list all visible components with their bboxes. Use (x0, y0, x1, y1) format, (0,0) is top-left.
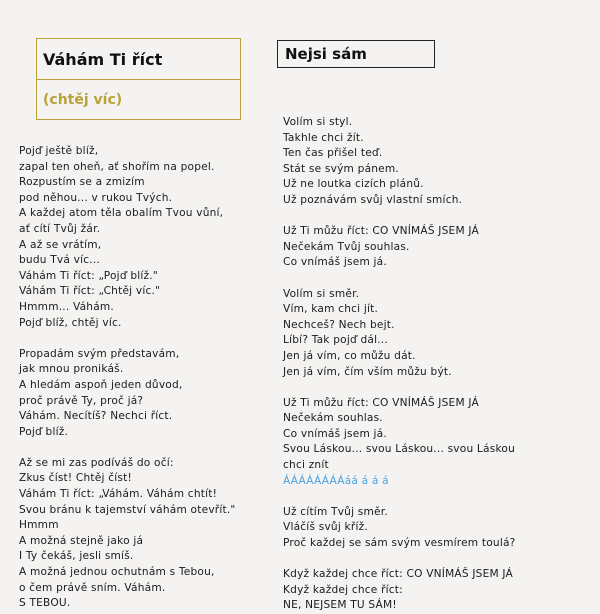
right-lyrics-column (283, 115, 516, 614)
lyric-line: Zkus číst! Chtěj číst! (19, 472, 132, 485)
lyric-line: Jen já vím, čím vším můžu být. (283, 365, 452, 378)
lyric-line: Líbí? Tak pojď dál... (283, 334, 388, 347)
lyric-line: Váhám. Necítíš? Nechci říct. (19, 410, 173, 423)
lyric-line: A možná jednou ochutnám s Tebou, (19, 566, 215, 579)
lyric-line: Ten čas přišel teď. (283, 147, 383, 160)
stanza-gap (19, 331, 235, 347)
stanza-gap (19, 440, 235, 456)
lyric-line: Už poznávám svůj vlastní smích. (283, 193, 463, 206)
lyric-line: Vím, kam chci jít. (283, 303, 379, 316)
lyric-line: Hmmm... Váhám. (19, 300, 115, 313)
left-title-box (36, 38, 241, 120)
left-title-row (37, 39, 240, 79)
lyric-line: Když každej chce říct: CO VNÍMÁŠ JSEM JÁ (283, 568, 513, 581)
right-song-title: Nejsi sám (277, 40, 435, 68)
left-song-subtitle: (chtěj víc) (43, 91, 123, 108)
lyric-line: chci znít (283, 459, 329, 472)
lyric-line: Vláčíš svůj kříž. (283, 521, 368, 534)
lyric-line: Svou bránu k tajemství váhám otevřít." (19, 503, 236, 516)
lyric-line: A až se vrátím, (19, 238, 102, 251)
lyric-line: Nečekám souhlas. (283, 412, 383, 425)
lyric-line: Takhle chci žít. (283, 131, 364, 144)
lyric-line: pod něhou... v rukou Tvých. (19, 191, 173, 204)
lyric-line: Už cítím Tvůj směr. (283, 505, 388, 518)
lyric-line: Jen já vím, co můžu dát. (283, 349, 416, 362)
lyric-line: Co vnímáš jsem já. (283, 256, 387, 269)
lyric-line: Váhám Ti říct: „Váhám. Váhám chtít! (19, 488, 218, 501)
lyric-line: Svou Láskou... svou Láskou... svou Láskou (283, 443, 515, 456)
lyric-line: A hledám aspoň jeden důvod, (19, 378, 183, 391)
stanza-gap (283, 380, 516, 396)
lyric-line: Pojď blíž. (19, 425, 69, 438)
stanza-gap (283, 271, 516, 287)
lyric-line: zapal ten oheň, ať shořím na popel. (19, 160, 215, 173)
left-lyrics-column (19, 144, 235, 612)
lyric-line: Rozpustím se a zmizím (19, 176, 145, 189)
lyric-line: Váhám Ti říct: „Chtěj víc." (19, 285, 161, 298)
lyric-line: Co vnímáš jsem já. (283, 427, 387, 440)
lyric-line: Pojď ještě blíž, (19, 145, 99, 157)
lyric-line: Pojď blíž, chtěj víc. (19, 316, 122, 329)
lyric-line: Už ne loutka cizích plánů. (283, 178, 424, 191)
left-song-title: Váhám Ti říct (43, 49, 163, 69)
lyric-line: Volím si směr. (283, 287, 360, 300)
lyric-line: ÁÁÁÁÁÁÁÁáá á á á (283, 474, 389, 487)
lyric-line: Už Ti můžu říct: CO VNÍMÁŠ JSEM JÁ (283, 225, 479, 238)
stanza-gap (283, 489, 516, 505)
lyric-line: budu Tvá víc... (19, 254, 100, 267)
lyric-line: Hmmm (19, 519, 59, 532)
lyric-line: jak mnou pronikáš. (19, 363, 124, 376)
stanza-gap (283, 552, 516, 568)
lyric-line: A každej atom těla obalím Tvou vůní, (19, 207, 224, 220)
left-subtitle-row (37, 79, 240, 119)
lyric-line: Váhám Ti říct: „Pojď blíž." (19, 269, 158, 282)
lyric-line: S TEBOU. (19, 597, 71, 610)
lyric-line: I Ty čekáš, jesli smíš. (19, 550, 134, 563)
lyric-line: proč právě Ty, proč já? (19, 394, 144, 407)
lyric-line: o čem právě sním. Váhám. (19, 581, 166, 594)
lyric-line: Nechceš? Nech bejt. (283, 318, 395, 331)
stanza-gap (283, 209, 516, 225)
lyric-line: ať cítí Tvůj žár. (19, 222, 101, 235)
lyric-line: Nečekám Tvůj souhlas. (283, 240, 410, 253)
lyric-line: Když každej chce říct: (283, 583, 403, 596)
lyric-line: Až se mi zas podíváš do očí: (19, 456, 174, 469)
lyric-line: Už Ti můžu říct: CO VNÍMÁŠ JSEM JÁ (283, 396, 479, 409)
lyric-line: Proč každej se sám svým vesmírem toulá? (283, 537, 516, 550)
lyric-line: A možná stejně jako já (19, 534, 144, 547)
lyric-line: Propadám svým představám, (19, 347, 180, 360)
lyric-line: NE, NEJSEM TU SÁM! (283, 599, 397, 612)
lyric-line: Volím si styl. (283, 116, 353, 128)
lyric-line: Stát se svým pánem. (283, 162, 399, 175)
